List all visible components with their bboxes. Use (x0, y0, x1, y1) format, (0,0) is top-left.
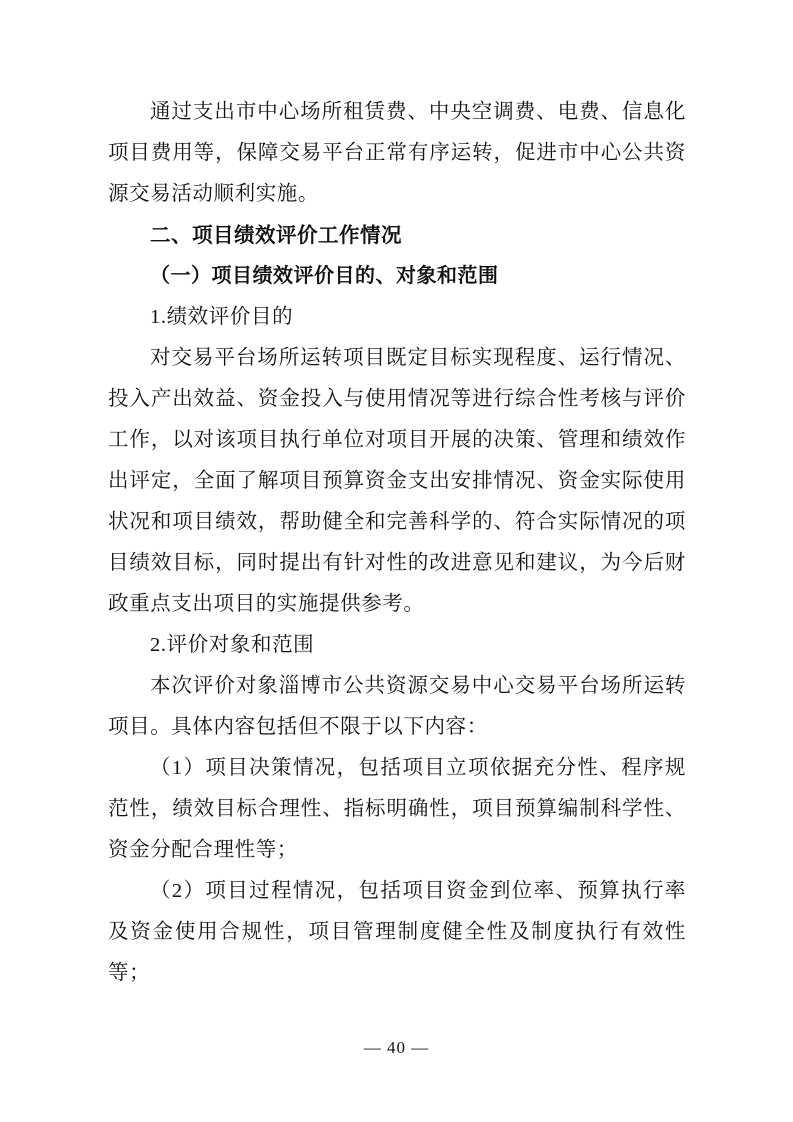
heading-section-2: 二、项目绩效评价工作情况 (150, 224, 402, 247)
heading-subsection-1: （一）项目绩效评价目的、对象和范围 (150, 265, 499, 287)
document-body (108, 92, 686, 994)
paragraph-evaluation-purpose: 对交易平台场所运转项目既定目标实现程度、运行情况、投入产出效益、资金投入与使用情况等进行综合性考核与评价工作，以对该项目执行单位对项目开展的决策、管理和绩效作出评定，全面了解项目预算资金支出安排情况、资金实际使用状况和项目绩效，帮助健全和完善科学的、符合实际情况的项目绩效目标，同时提出有针对性的改进意见和建议，为今后财政重点支出项目的实施提供参考。 (108, 347, 686, 615)
paragraph-list-item-2: （2）项目过程情况，包括项目资金到位率、预算执行率及资金使用合规性，项目管理制度健全性及制度执行有效性等； (108, 880, 686, 984)
page-footer (0, 1038, 793, 1058)
heading-item-1: 1.绩效评价目的 (150, 306, 294, 328)
paragraph-evaluation-scope: 本次评价对象淄博市公共资源交易中心交易平台场所运转项目。具体内容包括但不限于以下内容： (108, 675, 686, 738)
heading-item-2: 2.评价对象和范围 (150, 634, 315, 656)
page-number: — 40 — (363, 1038, 430, 1057)
paragraph-list-item-1: （1）项目决策情况，包括项目立项依据充分性、程序规范性，绩效目标合理性、指标明确性，项目预算编制科学性、资金分配合理性等； (108, 757, 686, 861)
paragraph-intro: 通过支出市中心场所租赁费、中央空调费、电费、信息化项目费用等，保障交易平台正常有序运转，促进市中心公共资源交易活动顺利实施。 (108, 101, 686, 205)
